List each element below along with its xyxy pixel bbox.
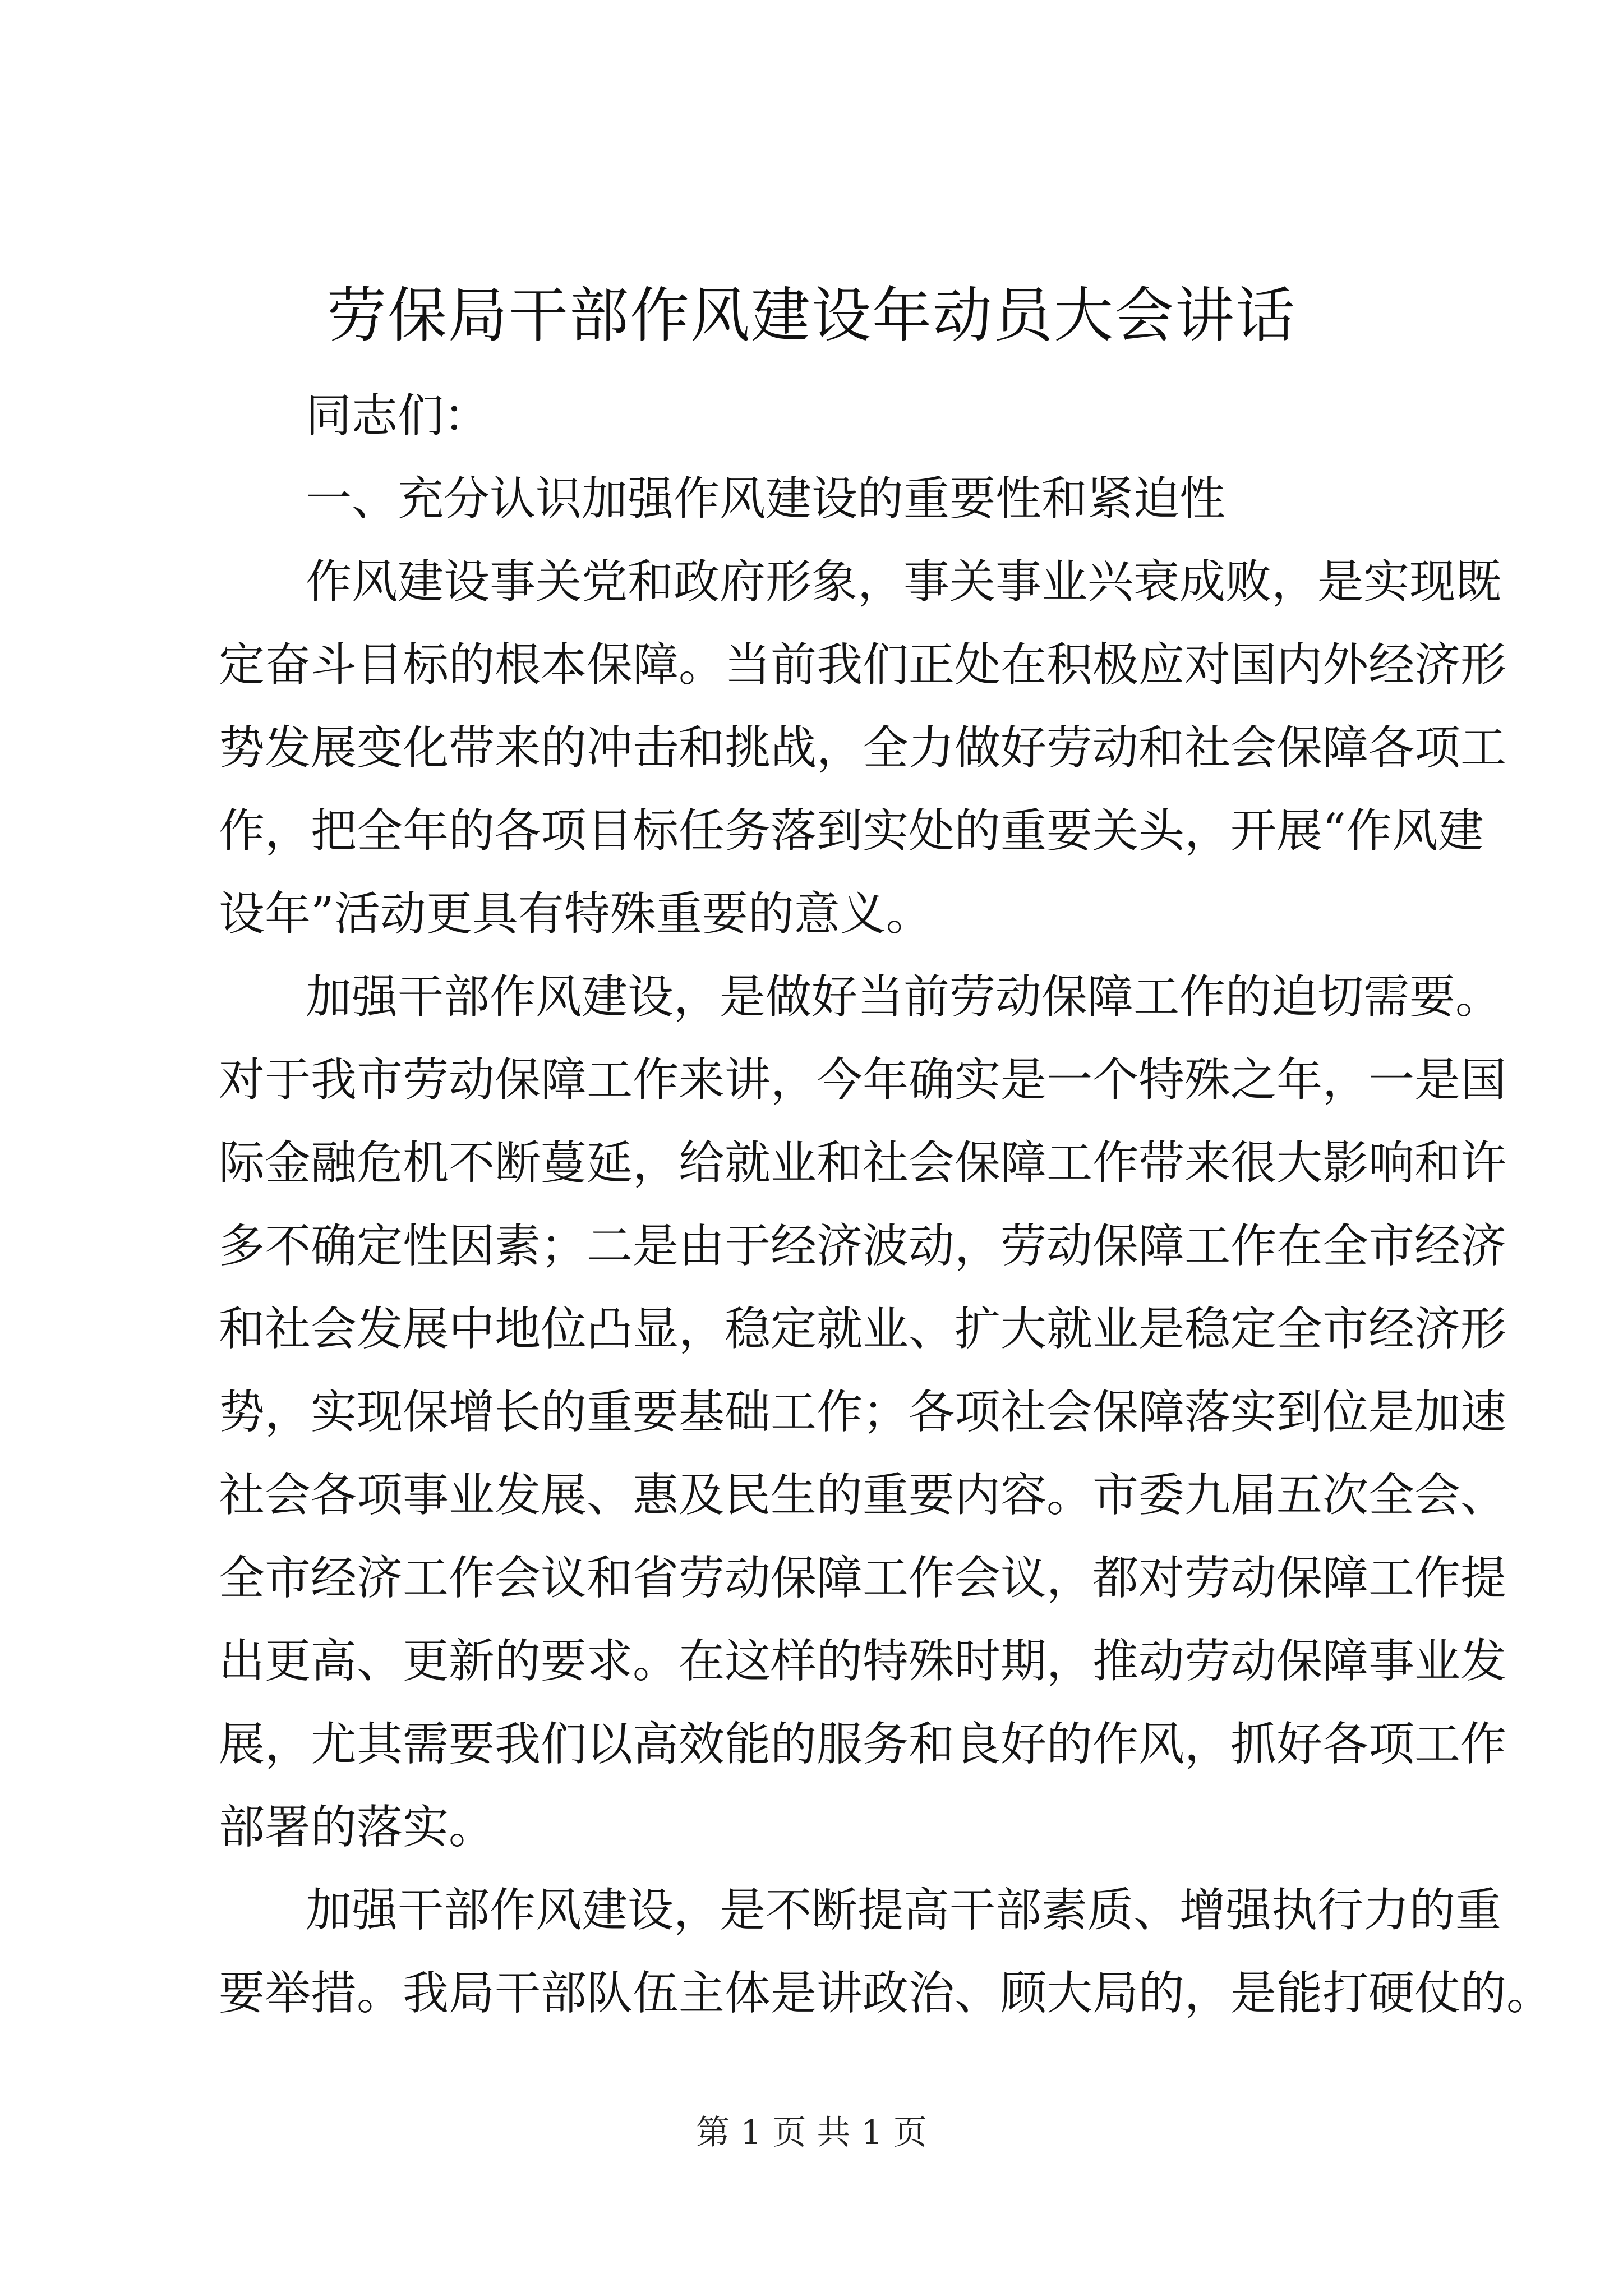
body-text-line: 部署的落实。 bbox=[219, 1801, 495, 1854]
salutation-line: 同志们： bbox=[306, 389, 490, 443]
body-text-line: 要举措。我局干部队伍主体是讲政治、顾大局的，是能打硬仗的。 bbox=[219, 1967, 1553, 2020]
body-text-line: 势，实现保增长的重要基础工作；各项社会保障落实到位是加速 bbox=[219, 1386, 1507, 1439]
body-text-line: 作，把全年的各项目标任务落到实处的重要关头，开展“作风建 bbox=[219, 804, 1484, 858]
body-text-line: 势发展变化带来的冲击和挑战，全力做好劳动和社会保障各项工 bbox=[219, 721, 1507, 775]
page-footer: 第 1 页 共 1 页 bbox=[696, 2113, 927, 2152]
body-text-line: 加强干部作风建设，是不断提高干部素质、增强执行力的重 bbox=[306, 1884, 1502, 1937]
body-text-line: 出更高、更新的要求。在这样的特殊时期，推动劳动保障事业发 bbox=[219, 1635, 1507, 1688]
body-text-line: 对于我市劳动保障工作来讲，今年确实是一个特殊之年，一是国 bbox=[219, 1053, 1507, 1107]
body-text-line: 设年”活动更具有特殊重要的意义。 bbox=[219, 887, 932, 941]
document-title: 劳保局干部作风建设年动员大会讲话 bbox=[327, 281, 1296, 350]
body-text-line: 多不确定性因素；二是由于经济波动，劳动保障工作在全市经济 bbox=[219, 1220, 1507, 1273]
body-text-line: 际金融危机不断蔓延，给就业和社会保障工作带来很大影响和许 bbox=[219, 1137, 1507, 1190]
body-text-line: 定奋斗目标的根本保障。当前我们正处在积极应对国内外经济形 bbox=[219, 638, 1507, 692]
body-text-line: 和社会发展中地位凸显，稳定就业、扩大就业是稳定全市经济形 bbox=[219, 1303, 1507, 1356]
body-text-line: 作风建设事关党和政府形象，事关事业兴衰成败，是实现既 bbox=[306, 555, 1502, 609]
body-text-line: 加强干部作风建设，是做好当前劳动保障工作的迫切需要。 bbox=[306, 970, 1502, 1024]
body-text-line: 全市经济工作会议和省劳动保障工作会议，都对劳动保障工作提 bbox=[219, 1552, 1507, 1605]
body-text-line: 展，尤其需要我们以高效能的服务和良好的作风，抓好各项工作 bbox=[219, 1718, 1507, 1771]
body-text-line: 社会各项事业发展、惠及民生的重要内容。市委九届五次全会、 bbox=[219, 1469, 1507, 1522]
section-heading-1: 一、充分认识加强作风建设的重要性和紧迫性 bbox=[306, 472, 1226, 526]
